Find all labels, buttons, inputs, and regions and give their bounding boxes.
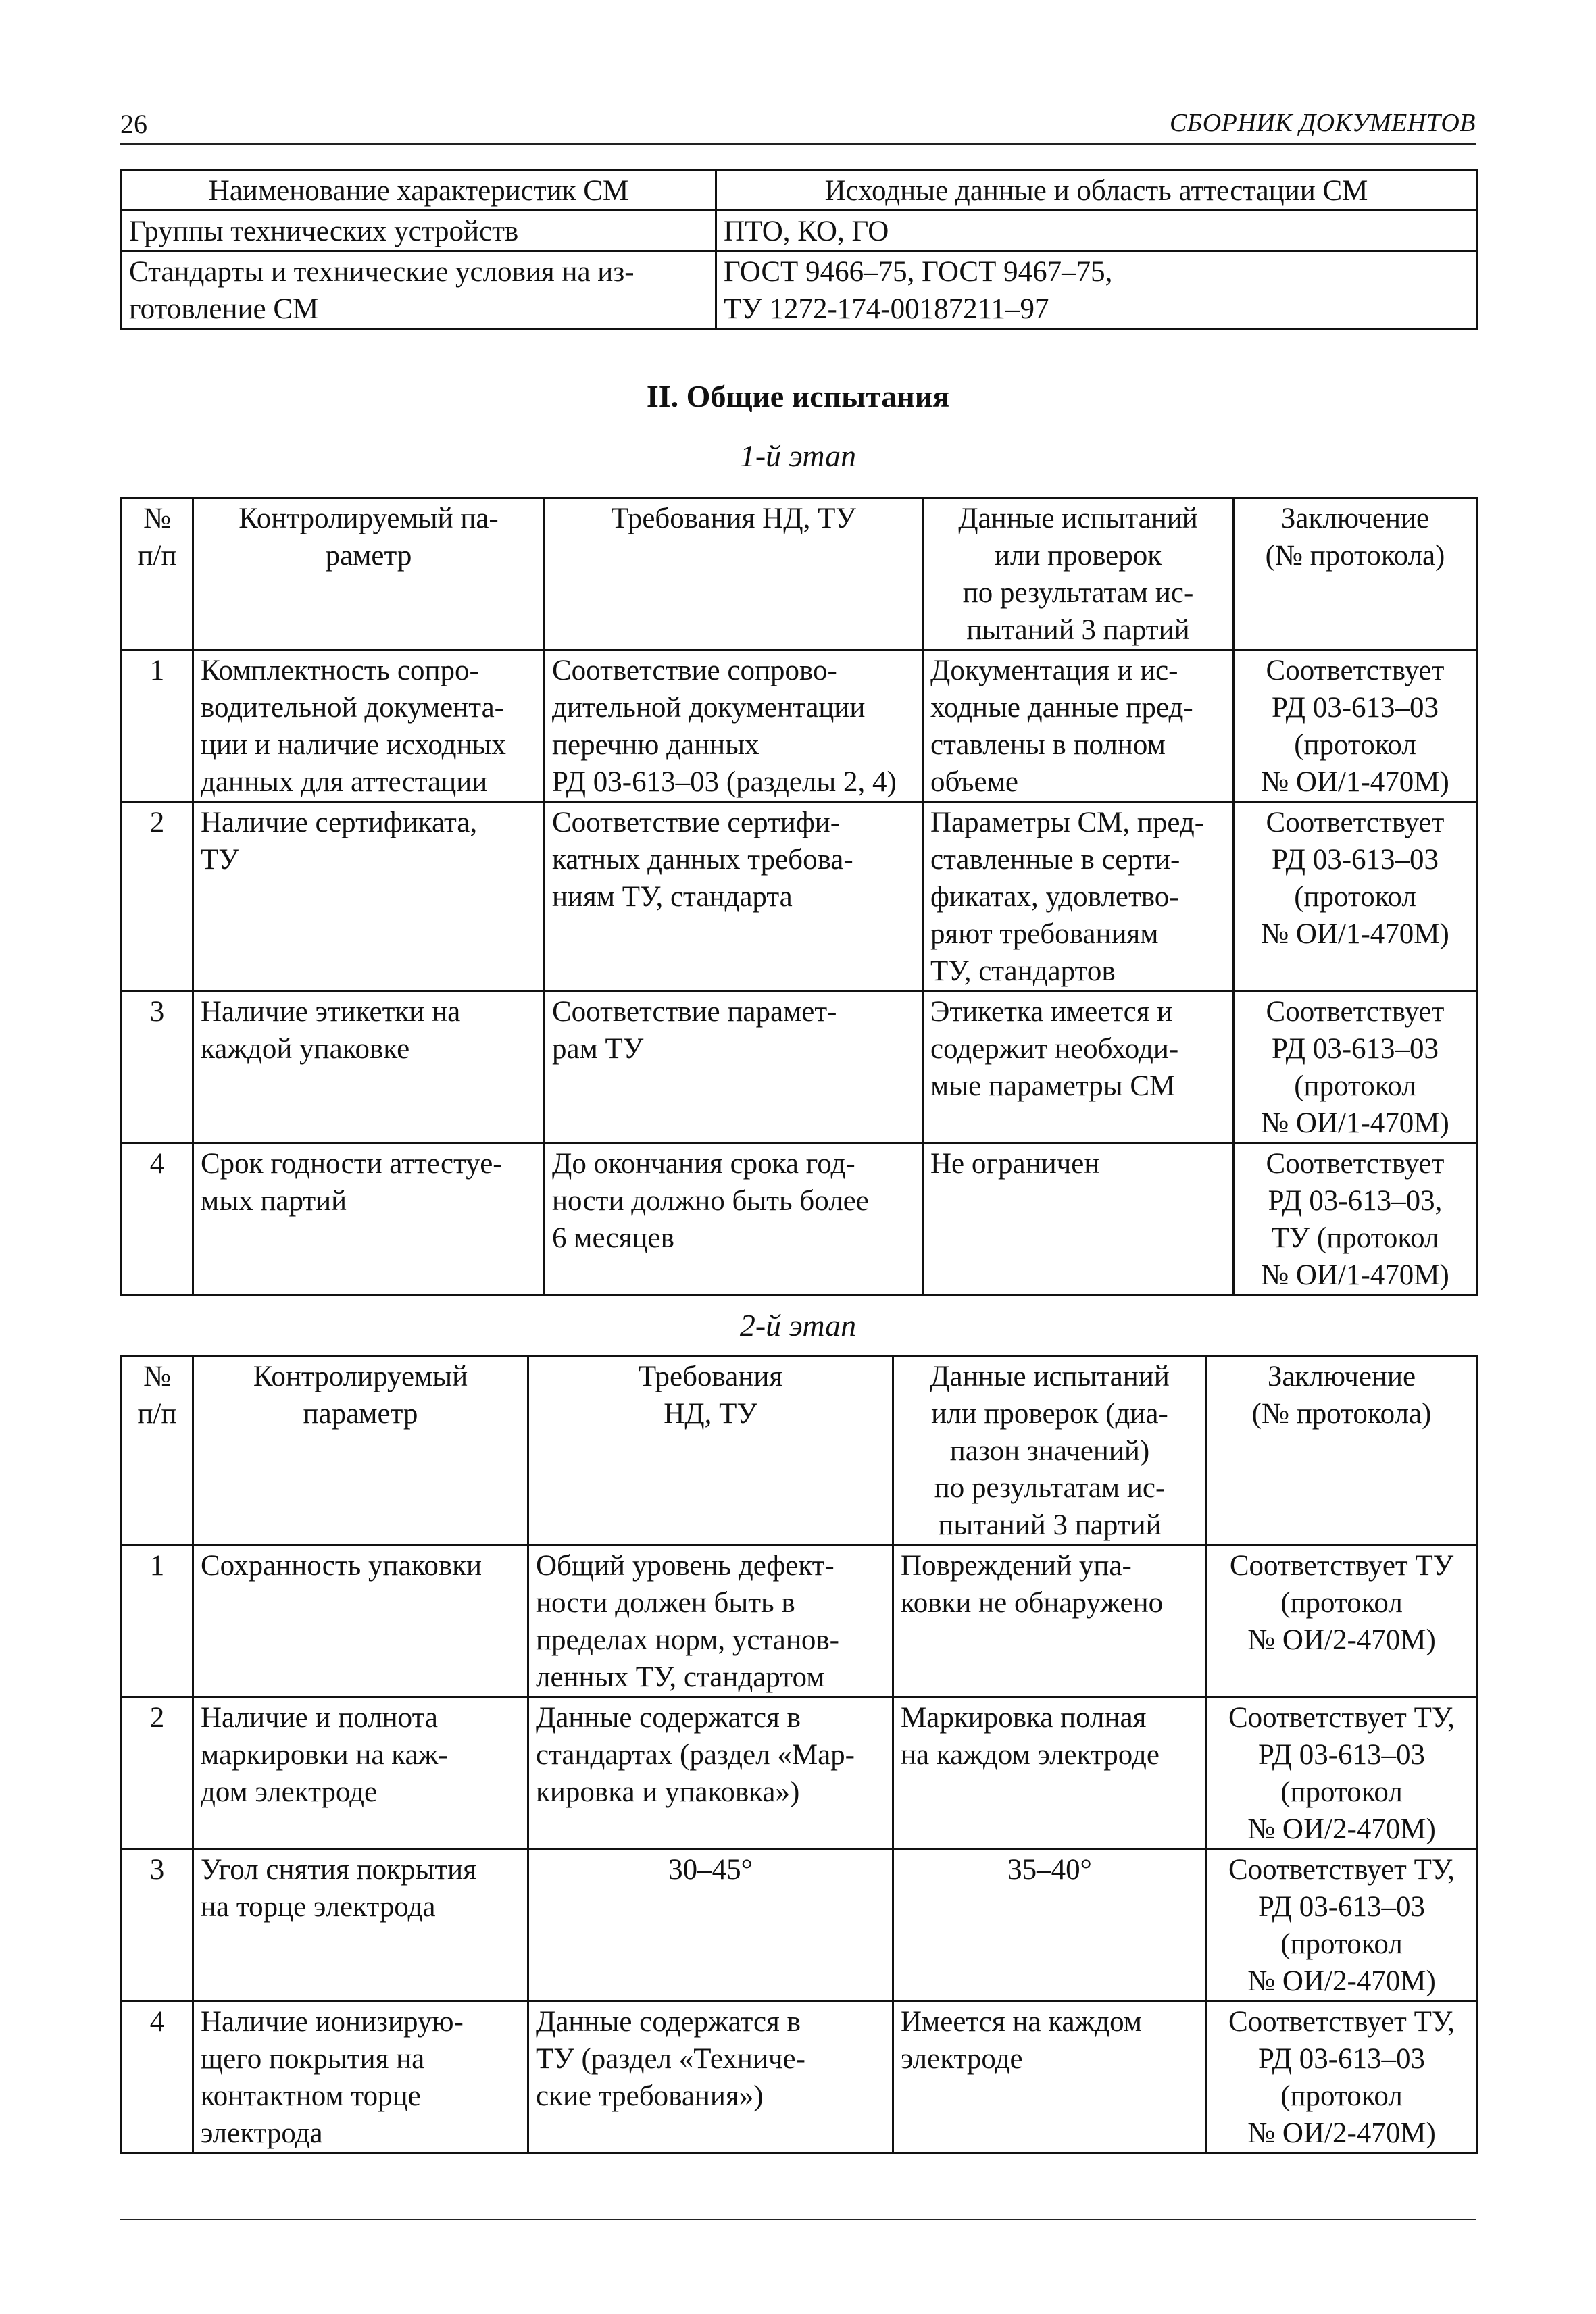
cell-text-line: стандартах (раздел «Мар- (536, 1739, 855, 1771)
table-row (122, 251, 1477, 329)
table-row (122, 2001, 1477, 2153)
table-cell (122, 1849, 193, 2001)
column-header (122, 170, 716, 211)
cell-text-line: (протокол (1294, 1070, 1416, 1102)
cell-text-line: (№ протокола) (1265, 540, 1445, 572)
cell-text-line: Данные содержатся в (536, 2006, 801, 2038)
cell-text-line: Данные испытаний (958, 503, 1198, 534)
cell-text-line: Соответствует ТУ (1229, 1550, 1454, 1582)
table-header-row (122, 498, 1477, 650)
table-cell (923, 650, 1234, 802)
cell-text-line: или проверок (диа- (931, 1398, 1168, 1430)
table-cell (1207, 2001, 1477, 2153)
cell-text-line: Контролируемый (253, 1361, 468, 1392)
cell-text-line: ции и наличие исходных (201, 729, 506, 761)
table-row (122, 650, 1477, 802)
cell-text-line: Комплектность сопро- (201, 655, 479, 686)
table-cell (716, 251, 1477, 329)
cell-text-line: 4 (149, 2006, 165, 2038)
cell-text-line: перечню данных (552, 729, 759, 761)
footer-rule (120, 2219, 1476, 2220)
table-row (122, 802, 1477, 991)
cell-text-line: РД 03-613–03 (1271, 1033, 1439, 1065)
cell-text-line: Исходные данные и область аттестации СМ (824, 175, 1368, 207)
table-cell (528, 1545, 893, 1697)
cell-text-line: Требования НД, ТУ (611, 503, 856, 534)
cell-text-line: № ОИ/1-470М) (1261, 918, 1449, 950)
cell-text-line: п/п (137, 540, 177, 572)
column-header (193, 1356, 528, 1545)
cell-text-line: (протокол (1280, 1928, 1403, 1960)
cell-text-line: фикатах, удовлетво- (930, 881, 1179, 913)
cell-text-line: НД, ТУ (664, 1398, 757, 1430)
table-cell (1234, 650, 1477, 802)
cell-text-line: контактном торце (201, 2080, 421, 2112)
cell-text-line: Срок годности аттестуе- (201, 1148, 503, 1180)
cell-text-line: ские требования») (536, 2080, 764, 2112)
cell-text-line: дительной документации (552, 692, 866, 724)
cell-text-line: ТУ (201, 844, 239, 876)
cell-text-line: Соответствие парамет- (552, 996, 837, 1028)
cell-text-line: Наличие этикетки на (201, 996, 461, 1028)
table-row (122, 1545, 1477, 1697)
cell-text-line: (протокол (1294, 881, 1416, 913)
cell-text-line: № (143, 1361, 172, 1392)
table-header-row (122, 1356, 1477, 1545)
cell-text-line: содержит необходи- (930, 1033, 1179, 1065)
page-number: 26 (120, 109, 147, 139)
table-cell (1207, 1545, 1477, 1697)
table-cell (1234, 802, 1477, 991)
cell-text-line: Общий уровень дефект- (536, 1550, 834, 1582)
column-header (923, 498, 1234, 650)
cell-text-line: кировка и упаковка») (536, 1776, 800, 1808)
table-cell (893, 1849, 1207, 2001)
table-cell (545, 802, 923, 991)
table-cell (545, 650, 923, 802)
cell-text-line: мые параметры СМ (930, 1070, 1176, 1102)
cell-text-line: (протокол (1280, 2080, 1403, 2112)
table-row (122, 1143, 1477, 1295)
cell-text-line: Параметры СМ, пред- (930, 807, 1205, 838)
cell-text-line: катных данных требова- (552, 844, 853, 876)
cell-text-line: 4 (149, 1148, 165, 1180)
cell-text-line: Не ограничен (930, 1148, 1100, 1180)
table-cell (193, 1143, 545, 1295)
column-header (528, 1356, 893, 1545)
table-cell (122, 991, 193, 1143)
cell-text-line: 3 (149, 1854, 165, 1886)
column-header (1234, 498, 1477, 650)
cell-text-line: РД 03-613–03 (разделы 2, 4) (552, 766, 897, 798)
table-cell (893, 1545, 1207, 1697)
cell-text-line: РД 03-613–03 (1257, 1739, 1426, 1771)
cell-text-line: Соответствует ТУ, (1228, 1854, 1455, 1886)
table-cell (893, 1697, 1207, 1849)
section-title: II. Общие испытания (646, 379, 950, 413)
cell-text-line: объеме (930, 766, 1018, 798)
cell-text-line: 6 месяцев (552, 1222, 674, 1254)
cell-text-line: Данные содержатся в (536, 1702, 801, 1734)
cell-text-line: на каждом электроде (901, 1739, 1159, 1771)
cell-text-line: Соответствует ТУ, (1228, 2006, 1455, 2038)
cell-text-line: Имеется на каждом (901, 2006, 1143, 2038)
cell-text-line: данных для аттестации (201, 766, 488, 798)
table-cell (545, 991, 923, 1143)
cell-text-line: ТУ (протокол (1271, 1222, 1439, 1254)
table-cell (923, 802, 1234, 991)
cell-text-line: ставлены в полном (930, 729, 1166, 761)
cell-text-line: № ОИ/1-470М) (1261, 766, 1449, 798)
cell-text-line: ниям ТУ, стандарта (552, 881, 793, 913)
cell-text-line: Повреждений упа- (901, 1550, 1132, 1582)
cell-text-line: пазон значений) (949, 1435, 1150, 1467)
column-header (1207, 1356, 1477, 1545)
cell-text-line: или проверок (994, 540, 1162, 572)
cell-text-line: № ОИ/1-470М) (1261, 1107, 1449, 1139)
cell-text-line: ГОСТ 9466–75, ГОСТ 9467–75, (724, 256, 1113, 288)
cell-text-line: ПТО, КО, ГО (724, 216, 889, 247)
cell-text-line: по результатам ис- (962, 577, 1194, 609)
cell-text-line: № ОИ/2-470М) (1247, 1965, 1436, 1997)
cell-text-line: Соответствует (1266, 807, 1445, 838)
cell-text-line: по результатам ис- (934, 1472, 1166, 1504)
cell-text-line: Группы технических устройств (129, 216, 519, 247)
column-header (122, 1356, 193, 1545)
stage2-title: 2-й этап (739, 1308, 857, 1342)
running-header-title: СБОРНИК ДОКУМЕНТОВ (1169, 109, 1476, 137)
cell-text-line: Соответствие сертифи- (552, 807, 841, 838)
table-cell (193, 1545, 528, 1697)
table-cell (193, 650, 545, 802)
cell-text-line: (№ протокола) (1251, 1398, 1432, 1430)
cell-text-line: каждой упаковке (201, 1033, 410, 1065)
table-cell (122, 1143, 193, 1295)
cell-text-line: № (143, 503, 172, 534)
table-cell (923, 1143, 1234, 1295)
cell-text-line: раметр (325, 540, 412, 572)
column-header (122, 498, 193, 650)
cell-text-line: № ОИ/2-470М) (1247, 1624, 1436, 1656)
cell-text-line: маркировки на каж- (201, 1739, 448, 1771)
table-row (122, 211, 1477, 251)
table-cell (122, 251, 716, 329)
column-header (893, 1356, 1207, 1545)
cell-text-line: Маркировка полная (901, 1702, 1147, 1734)
cell-text-line: электроде (901, 2043, 1023, 2075)
cell-text-line: РД 03-613–03, (1268, 1185, 1443, 1217)
table-row (122, 991, 1477, 1143)
cell-text-line: РД 03-613–03 (1271, 844, 1439, 876)
cell-text-line: 1 (149, 655, 165, 686)
column-header (716, 170, 1477, 211)
cell-text-line: Наличие ионизирую- (201, 2006, 464, 2038)
cell-text-line: пытаний 3 партий (938, 1509, 1162, 1541)
cell-text-line: 35–40° (1007, 1854, 1092, 1886)
cell-text-line: Наименование характеристик СМ (208, 175, 629, 207)
table-cell (528, 1849, 893, 2001)
cell-text-line: Угол снятия покрытия (201, 1854, 476, 1886)
cell-text-line: ности должно быть более (552, 1185, 869, 1217)
cell-text-line: РД 03-613–03 (1257, 1891, 1426, 1923)
stage2-table (120, 1355, 1478, 2154)
cell-text-line: № ОИ/2-470М) (1247, 1813, 1436, 1845)
cell-text-line: ности должен быть в (536, 1587, 795, 1619)
column-header (545, 498, 923, 650)
cell-text-line: электрода (201, 2117, 323, 2149)
table-cell (193, 2001, 528, 2153)
cell-text-line: на торце электрода (201, 1891, 436, 1923)
cell-text-line: 2 (149, 1702, 165, 1734)
cell-text-line: (протокол (1280, 1587, 1403, 1619)
cell-text-line: ленных ТУ, стандартом (536, 1661, 825, 1693)
cell-text-line: № ОИ/2-470М) (1247, 2117, 1436, 2149)
cell-text-line: ходные данные пред- (930, 692, 1193, 724)
cell-text-line: пытаний 3 партий (966, 614, 1190, 646)
table-cell (193, 802, 545, 991)
cell-text-line: ковки не обнаружено (901, 1587, 1164, 1619)
table-cell (122, 650, 193, 802)
cell-text-line: Этикетка имеется и (930, 996, 1173, 1028)
cell-text-line: щего покрытия на (201, 2043, 425, 2075)
table-cell (1207, 1849, 1477, 2001)
cell-text-line: ТУ (раздел «Техниче- (536, 2043, 805, 2075)
cell-text-line: Соответствует (1266, 1148, 1445, 1180)
table-cell (528, 1697, 893, 1849)
cell-text-line: готовление СМ (129, 293, 319, 325)
cell-text-line: дом электроде (201, 1776, 378, 1808)
cell-text-line: (протокол (1280, 1776, 1403, 1808)
table-cell (193, 1697, 528, 1849)
cell-text-line: 3 (149, 996, 165, 1028)
cell-text-line: ряют требованиям (930, 918, 1159, 950)
table-cell (122, 2001, 193, 2153)
cell-text-line: 1 (149, 1550, 165, 1582)
table-cell (1207, 1697, 1477, 1849)
cell-text-line: Соответствие сопрово- (552, 655, 837, 686)
table-cell (893, 2001, 1207, 2153)
cell-text-line: Заключение (1280, 503, 1430, 534)
table-cell (1234, 991, 1477, 1143)
cell-text-line: Контролируемый па- (239, 503, 499, 534)
table-cell (122, 211, 716, 251)
cell-text-line: Сохранность упаковки (201, 1550, 482, 1582)
cell-text-line: рам ТУ (552, 1033, 644, 1065)
table-cell (193, 991, 545, 1143)
cell-text-line: мых партий (201, 1185, 347, 1217)
table-header-row (122, 170, 1477, 211)
cell-text-line: ставленные в серти- (930, 844, 1180, 876)
column-header (193, 498, 545, 650)
table-cell (1234, 1143, 1477, 1295)
table-cell (545, 1143, 923, 1295)
table-cell (716, 211, 1477, 251)
cell-text-line: Наличие сертификата, (201, 807, 478, 838)
table-row (122, 1697, 1477, 1849)
table-cell (122, 1697, 193, 1849)
cell-text-line: Заключение (1267, 1361, 1416, 1392)
cell-text-line: РД 03-613–03 (1257, 2043, 1426, 2075)
header-rule (120, 143, 1476, 145)
cell-text-line: Данные испытаний (930, 1361, 1170, 1392)
table-cell (122, 1545, 193, 1697)
cell-text-line: Требования (638, 1361, 783, 1392)
attestation-summary-table (120, 169, 1478, 330)
cell-text-line: 2 (149, 807, 165, 838)
cell-text-line: До окончания срока год- (552, 1148, 855, 1180)
cell-text-line: Соответствует ТУ, (1228, 1702, 1455, 1734)
cell-text-line: № ОИ/1-470М) (1261, 1259, 1449, 1291)
stage1-table (120, 497, 1478, 1296)
cell-text-line: Соответствует (1266, 996, 1445, 1028)
cell-text-line: ТУ, стандартов (930, 955, 1116, 987)
table-row (122, 1849, 1477, 2001)
stage1-title: 1-й этап (739, 438, 857, 473)
cell-text-line: Стандарты и технические условия на из- (129, 256, 634, 288)
cell-text-line: водительной документа- (201, 692, 505, 724)
table-cell (122, 802, 193, 991)
cell-text-line: РД 03-613–03 (1271, 692, 1439, 724)
cell-text-line: ТУ 1272-174-00187211–97 (724, 293, 1049, 325)
cell-text-line: Наличие и полнота (201, 1702, 438, 1734)
cell-text-line: (протокол (1294, 729, 1416, 761)
cell-text-line: параметр (303, 1398, 418, 1430)
cell-text-line: Соответствует (1266, 655, 1445, 686)
cell-text-line: п/п (137, 1398, 177, 1430)
table-cell (528, 2001, 893, 2153)
table-cell (193, 1849, 528, 2001)
cell-text-line: 30–45° (668, 1854, 753, 1886)
cell-text-line: Документация и ис- (930, 655, 1178, 686)
cell-text-line: пределах норм, установ- (536, 1624, 839, 1656)
table-cell (923, 991, 1234, 1143)
